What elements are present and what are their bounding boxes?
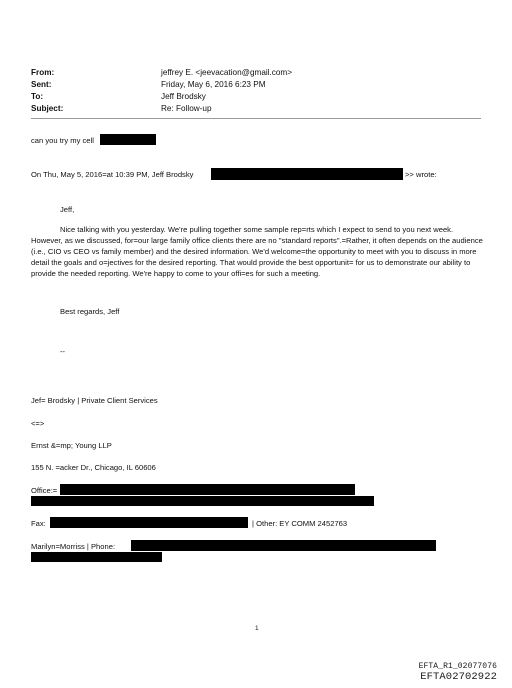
redaction-box (60, 484, 355, 495)
to-label: To: (31, 92, 44, 101)
signature-brackets: <=> (31, 419, 45, 428)
redaction-box (131, 540, 436, 551)
from-value: jeffrey E. <jeevacation@gmail.com> (161, 68, 293, 77)
quote-intro: On Thu, May 5, 2016=at 10:39 PM, Jeff Brodsky (31, 170, 194, 179)
redaction-box (31, 496, 374, 506)
redaction-box (31, 552, 162, 562)
separator: -- (60, 347, 66, 356)
redaction-box (50, 517, 248, 528)
sent-label: Sent: (31, 80, 52, 89)
signature-other: | Other: EY COMM 2452763 (252, 519, 348, 528)
signature-fax: Fax: (31, 519, 46, 528)
greeting: Jeff, (60, 205, 75, 214)
subject-value: Re: Follow-up (161, 104, 212, 113)
to-value: Jeff Brodsky (161, 92, 206, 101)
signature-company: Ernst &=mp; Young LLP (31, 441, 112, 450)
from-label: From: (31, 68, 55, 77)
redaction-box (211, 168, 403, 180)
quote-intro-suffix: >> wrote: (405, 170, 437, 179)
sent-value: Friday, May 6, 2016 6:23 PM (161, 80, 266, 89)
redaction-box (100, 134, 156, 145)
page-number: 1 (255, 625, 259, 632)
signature-name: Jef= Brodsky | Private Client Services (31, 396, 158, 405)
signature-marilyn: Marilyn=Morriss | Phone: (31, 542, 116, 551)
closing: Best regards, Jeff (60, 307, 120, 316)
footer-id-small: EFTA_R1_02077076 (418, 662, 497, 671)
body-line-cell: can you try my cell (31, 136, 94, 145)
footer-id-large: EFTA02702922 (420, 671, 497, 683)
message-paragraph: Nice talking with you yesterday. We're pulling together some sample rep=rts which I expect to send to you next week. However, as we discussed, for=our large family office clients there are no "standard reports".=Rather, it often depends on the audience (i.e., CIO vs CEO vs family member) and the desired information. We'd welcome=the opportunity to meet with you to discuss in more detail the goals and o=jectives for the desired reporting. That would provide the best opportunit= for us to demonstrate our ability to provide the needed reporting. We're happy to come to your offi=es for such a meeting. (31, 225, 483, 278)
signature-office: Office:= (31, 486, 58, 495)
signature-address: 155 N. =acker Dr., Chicago, IL 60606 (31, 463, 156, 472)
header-divider (31, 118, 481, 119)
subject-label: Subject: (31, 104, 64, 113)
